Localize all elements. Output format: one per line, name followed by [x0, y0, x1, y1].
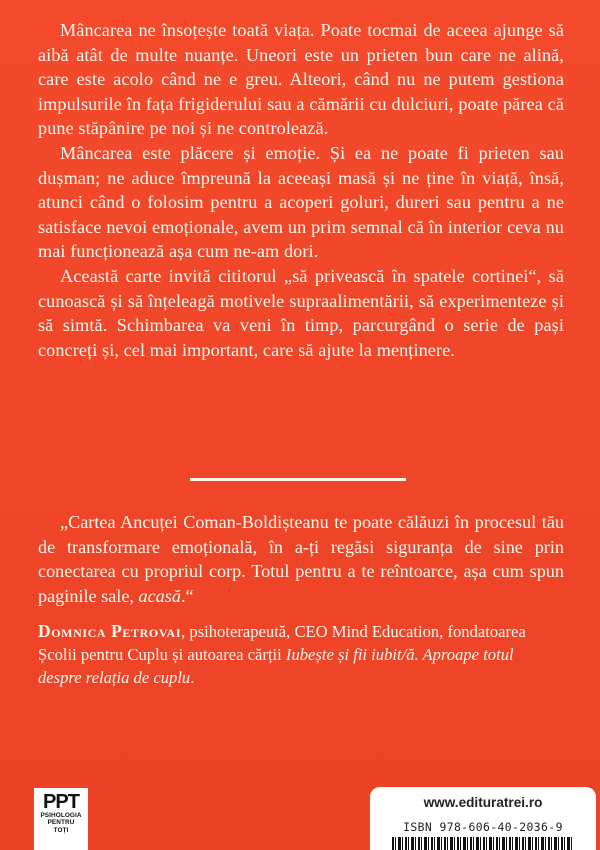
logo-line-3: TOȚI	[53, 826, 69, 834]
intro-paragraph-2: Mâncarea este plăcere și emoție. Și ea ne poate fi prieten sau dușman; ne aduce împreună la aceeași masă și ne ține în viață, însă, atunci când o folosim pentru a acoperi goluri, dureri sau pentru a ne satisface nevoi emoționale, avem un prim semnal că în interior ceva nu mai funcționează așa cum ne-am dori.	[38, 142, 564, 262]
logo-mark: PPT	[43, 791, 79, 813]
barcode	[392, 837, 574, 850]
testimonial-quote	[38, 510, 564, 608]
credit-name: Domnica Petrovai	[38, 621, 182, 641]
quote-closing: .“	[180, 585, 194, 606]
logo-line-1: PSIHOLOGIA	[40, 812, 82, 819]
credit-end: .	[190, 667, 195, 687]
section-divider	[190, 478, 406, 481]
intro-text	[38, 18, 564, 362]
intro-paragraph-3: Această carte invită cititorul „să privească în spatele cortinei“, să cunoască și să înțeleagă motivele supraalimentării, să experimenteze și să simtă. Schimbarea va veni în timp, parcurgând o serie de pași concreți și, cel mai important, care să ajute la menținere.	[38, 265, 564, 360]
isbn-number: ISBN 978-606-40-2036-9	[403, 820, 563, 834]
logo-line-2: PENTRU	[47, 819, 75, 827]
credit-book-title: Iubește și fii iubit/ă. Aproape totul despre relația de cuplu	[38, 644, 514, 687]
testimonial-credit	[38, 620, 558, 689]
publisher-website: www.edituratrei.ro	[423, 795, 543, 810]
credit-role: , psihoterapeută, CEO Mind Education, fondatoarea Școlii pentru Cuplu și autoarea cărții	[38, 622, 526, 664]
series-logo	[34, 788, 88, 850]
quote-emphasis: acasă	[138, 585, 181, 606]
intro-paragraph-1: Mâncarea ne însoțește toată viața. Poate tocmai de aceea ajunge să aibă atât de multe nuanțe. Uneori este un prieten bun care ne alină, care este acolo când ne e greu. Alteori, când nu ne putem gestiona impulsurile în fața frigiderului sau a cămării cu dulciuri, poate părea că pune stăpânire pe noi și ne controlează.	[38, 20, 564, 139]
barcode-panel	[370, 787, 596, 850]
quote-text: „Cartea Ancuței Coman-Boldișteanu te poate călăuzi în procesul tău de transformare emoțională, în a-ți regăsi siguranța de sine prin conectarea cu propriul corp. Totul pentru a te reîntoarce, așa cum spun paginile sale,	[38, 512, 564, 606]
